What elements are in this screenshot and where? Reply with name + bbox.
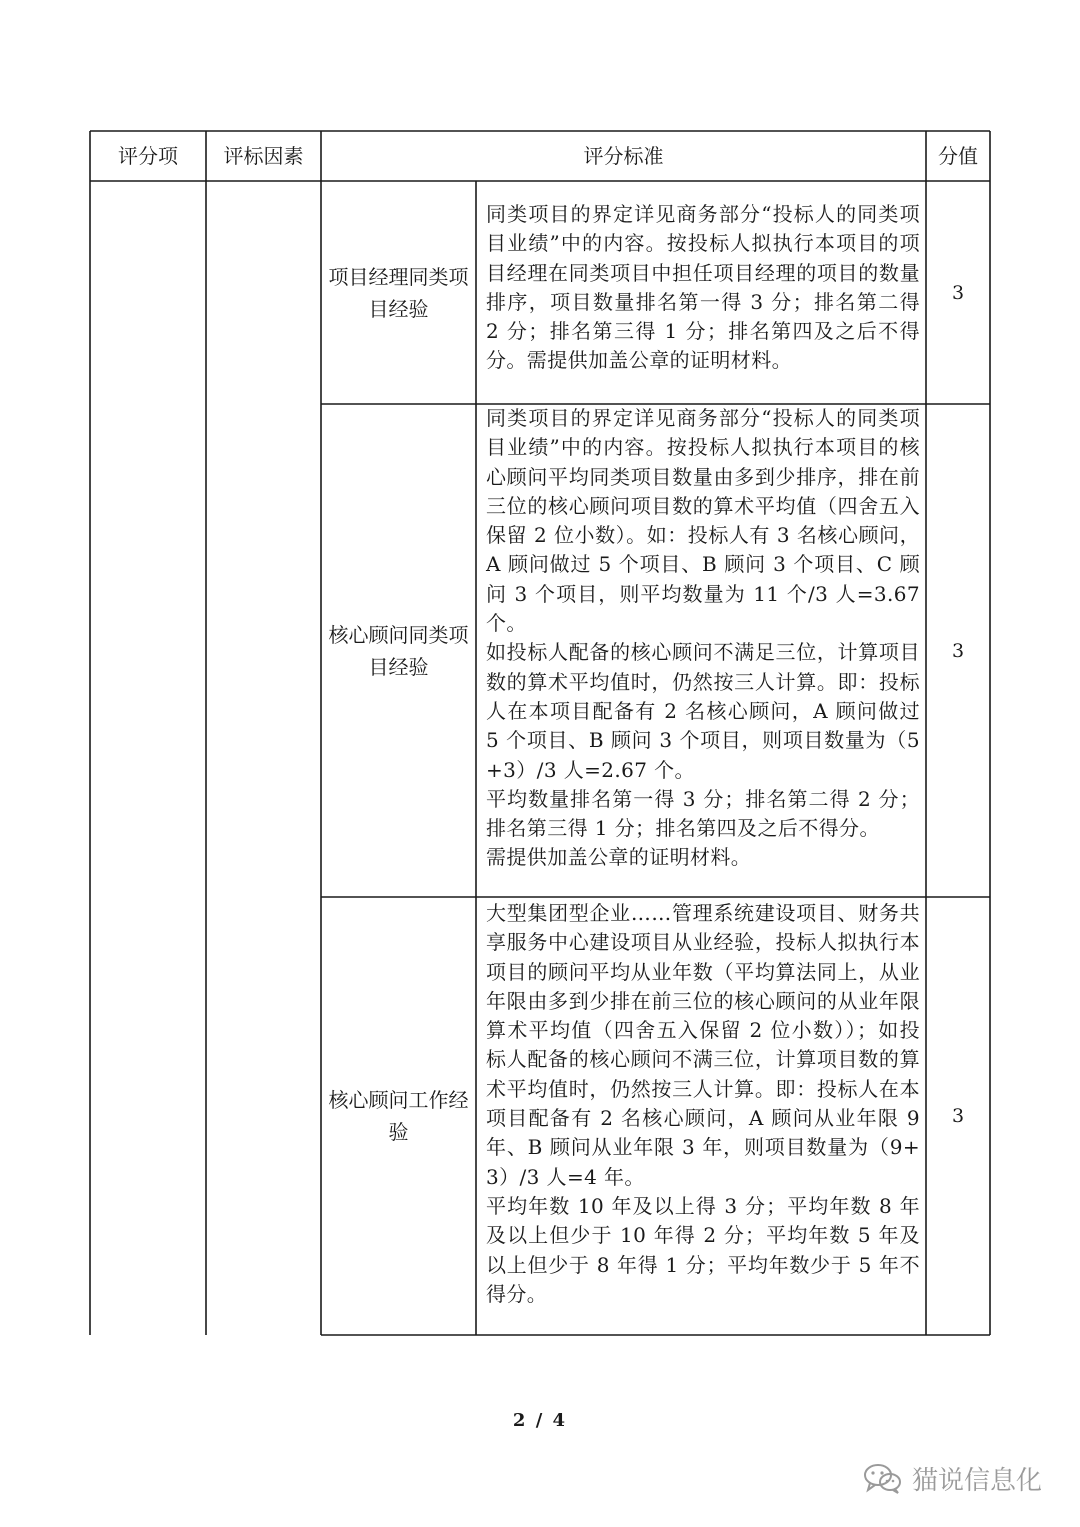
criteria-paragraph: 如投标人配备的核心顾问不满足三位，计算项目数的算术平均值时，仍然按三人计算。即：投标人在本项目配备有 2 名核心顾问，A 顾问做过 5 个项目、B 顾问 3 个项目，则项目数量为（5+3）/3 人=2.67 个。 [486, 640, 920, 782]
watermark-text: 猫说信息化 [912, 1465, 1043, 1496]
header-item: 评分项 [118, 144, 178, 168]
criteria-paragraph: 同类项目的界定详见商务部分“投标人的同类项目业绩”中的内容。按投标人拟执行本项目的核心顾问平均同类项目数量由多到少排序，排在前三位的核心顾问项目数的算术平均值（四舍五入保留 2 位小数）。如：投标人有 3 名核心顾问，A 顾问做过 5 个项目、B 顾问 3 个项目、C 顾问 3 个项目，则平均数量为 11 个/3 人=3.67 个。 [486, 406, 920, 636]
factor-cell: 核心顾问同类项目经验 [328, 622, 469, 679]
criteria-cell [476, 404, 926, 897]
score-cell: 3 [951, 281, 965, 304]
score-cell: 3 [951, 1105, 965, 1127]
criteria-cell [476, 899, 926, 1335]
criteria-paragraph: 平均数量排名第一得 3 分；排名第二得 2 分；排名第三得 1 分；排名第四及之后不得分。 [486, 786, 920, 841]
header-criteria: 评分标准 [583, 144, 664, 168]
criteria-paragraph: 需提供加盖公章的证明材料。 [486, 845, 752, 870]
criteria-paragraph: 平均年数 10 年及以上得 3 分；平均年数 8 年及以上但少于 10 年得 2 分；平均年数 5 年及以上但少于 8 年得 1 分；平均年数少于 5 年不得分。 [486, 1193, 920, 1306]
page-indicator: 2 / 4 [512, 1410, 568, 1431]
criteria-paragraph: 大型集团型企业……管理系统建设项目、财务共享服务中心建设项目从业经验，投标人拟执行本项目的顾问平均从业年数（平均算法同上，从业年限由多到少排在前三位的核心顾问的从业年限算术平均值（四舍五入保留 2 位小数））；如投标人配备的核心顾问不满三位，计算项目数的算术平均值时，仍然按三人计算。即：投标人在本项目配备有 2 名核心顾问，A 顾问从业年限 9 年、B 顾问从业年限 3 年，则项目数量为（9+3）/3 人=4 年。 [486, 901, 920, 1189]
factor-cell: 核心顾问工作经验 [328, 1088, 469, 1144]
header-factor: 评标因素 [223, 144, 304, 168]
score-cell: 3 [951, 639, 965, 662]
criteria-cell [476, 200, 926, 404]
criteria-paragraph: 同类项目的界定详见商务部分“投标人的同类项目业绩”中的内容。按投标人拟执行本项目的项目经理在同类项目中担任项目经理的项目的数量排序，项目数量排名第一得 3 分；排名第二得 2 分；排名第三得 1 分；排名第四及之后不得分。需提供加盖公章的证明材料。 [486, 202, 920, 373]
header-score: 分值 [938, 144, 978, 168]
wechat-icon [862, 1461, 904, 1495]
watermark [862, 1458, 1042, 1498]
factor-cell: 项目经理同类项目经验 [328, 264, 469, 321]
